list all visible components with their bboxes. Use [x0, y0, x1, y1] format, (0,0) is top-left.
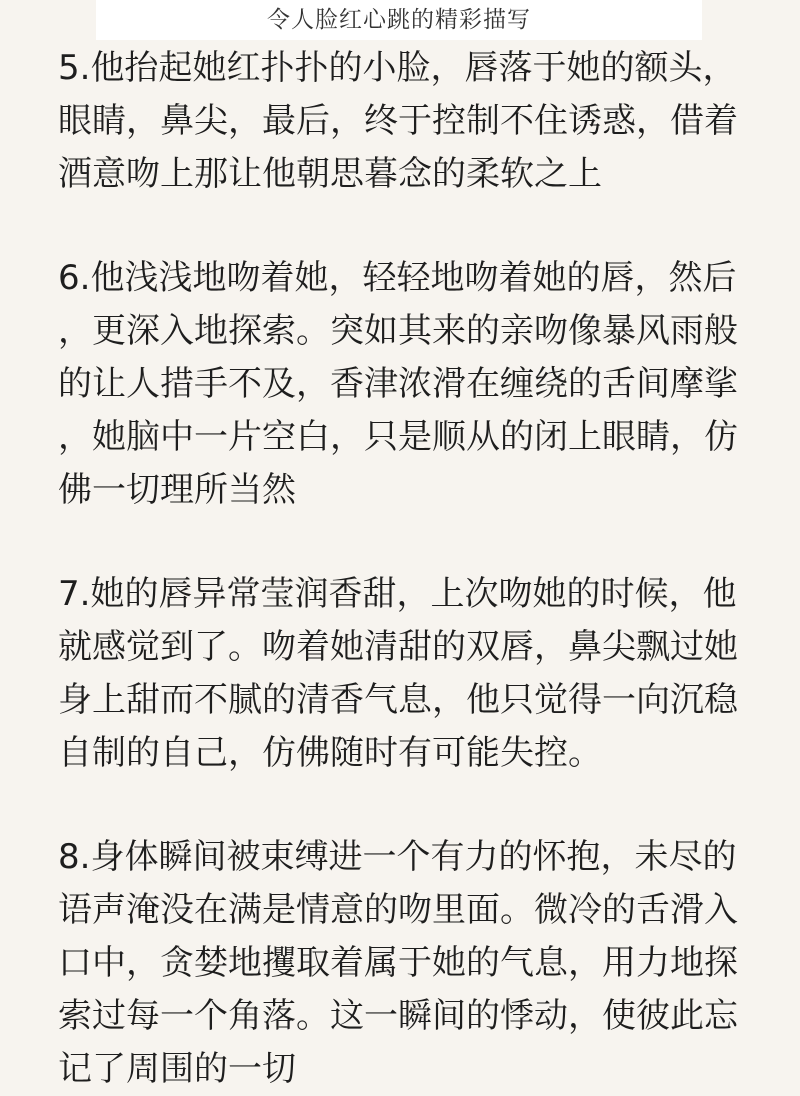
paragraph-line: 6.他浅浅地吻着她，轻轻地吻着她的唇，然后	[58, 258, 737, 298]
paragraph-line: 8.身体瞬间被束缚进一个有力的怀抱，未尽的	[58, 837, 737, 877]
paragraph-line: 的让人措手不及，香津浓滑在缠绕的舌间摩挲	[58, 364, 738, 404]
paragraph-line: 自制的自己，仿佛随时有可能失控。	[58, 733, 602, 773]
paragraph-line: ，她脑中一片空白，只是顺从的闭上眼睛，仿	[58, 417, 738, 457]
document-body	[58, 42, 778, 1096]
paragraph-line: 佛一切理所当然	[58, 470, 296, 510]
paragraph-line: ，更深入地探索。突如其来的亲吻像暴风雨般	[58, 311, 738, 351]
paragraph-line: 口中，贪婪地攫取着属于她的气息，用力地探	[58, 943, 738, 983]
paragraph-line: 就感觉到了。吻着她清甜的双唇，鼻尖飘过她	[58, 627, 738, 667]
paragraph-line: 眼睛，鼻尖，最后，终于控制不住诱惑，借着	[58, 101, 738, 141]
page-title: 令人脸红心跳的精彩描写	[267, 7, 531, 33]
paragraph-line: 5.他抬起她红扑扑的小脸，唇落于她的额头，	[58, 48, 737, 88]
paragraph-5	[58, 42, 778, 201]
paragraph-line: 索过每一个角落。这一瞬间的悸动，使彼此忘	[58, 996, 738, 1036]
paragraph-7	[58, 568, 778, 780]
paragraph-line: 语声淹没在满是情意的吻里面。微冷的舌滑入	[58, 890, 738, 930]
paragraph-line: 记了周围的一切	[58, 1049, 296, 1089]
paragraph-6	[58, 252, 778, 517]
paragraph-8	[58, 831, 778, 1096]
paragraph-line: 7.她的唇异常莹润香甜，上次吻她的时候，他	[58, 574, 737, 614]
paragraph-line: 酒意吻上那让他朝思暮念的柔软之上	[58, 154, 602, 194]
paragraph-line: 身上甜而不腻的清香气息，他只觉得一向沉稳	[58, 680, 738, 720]
